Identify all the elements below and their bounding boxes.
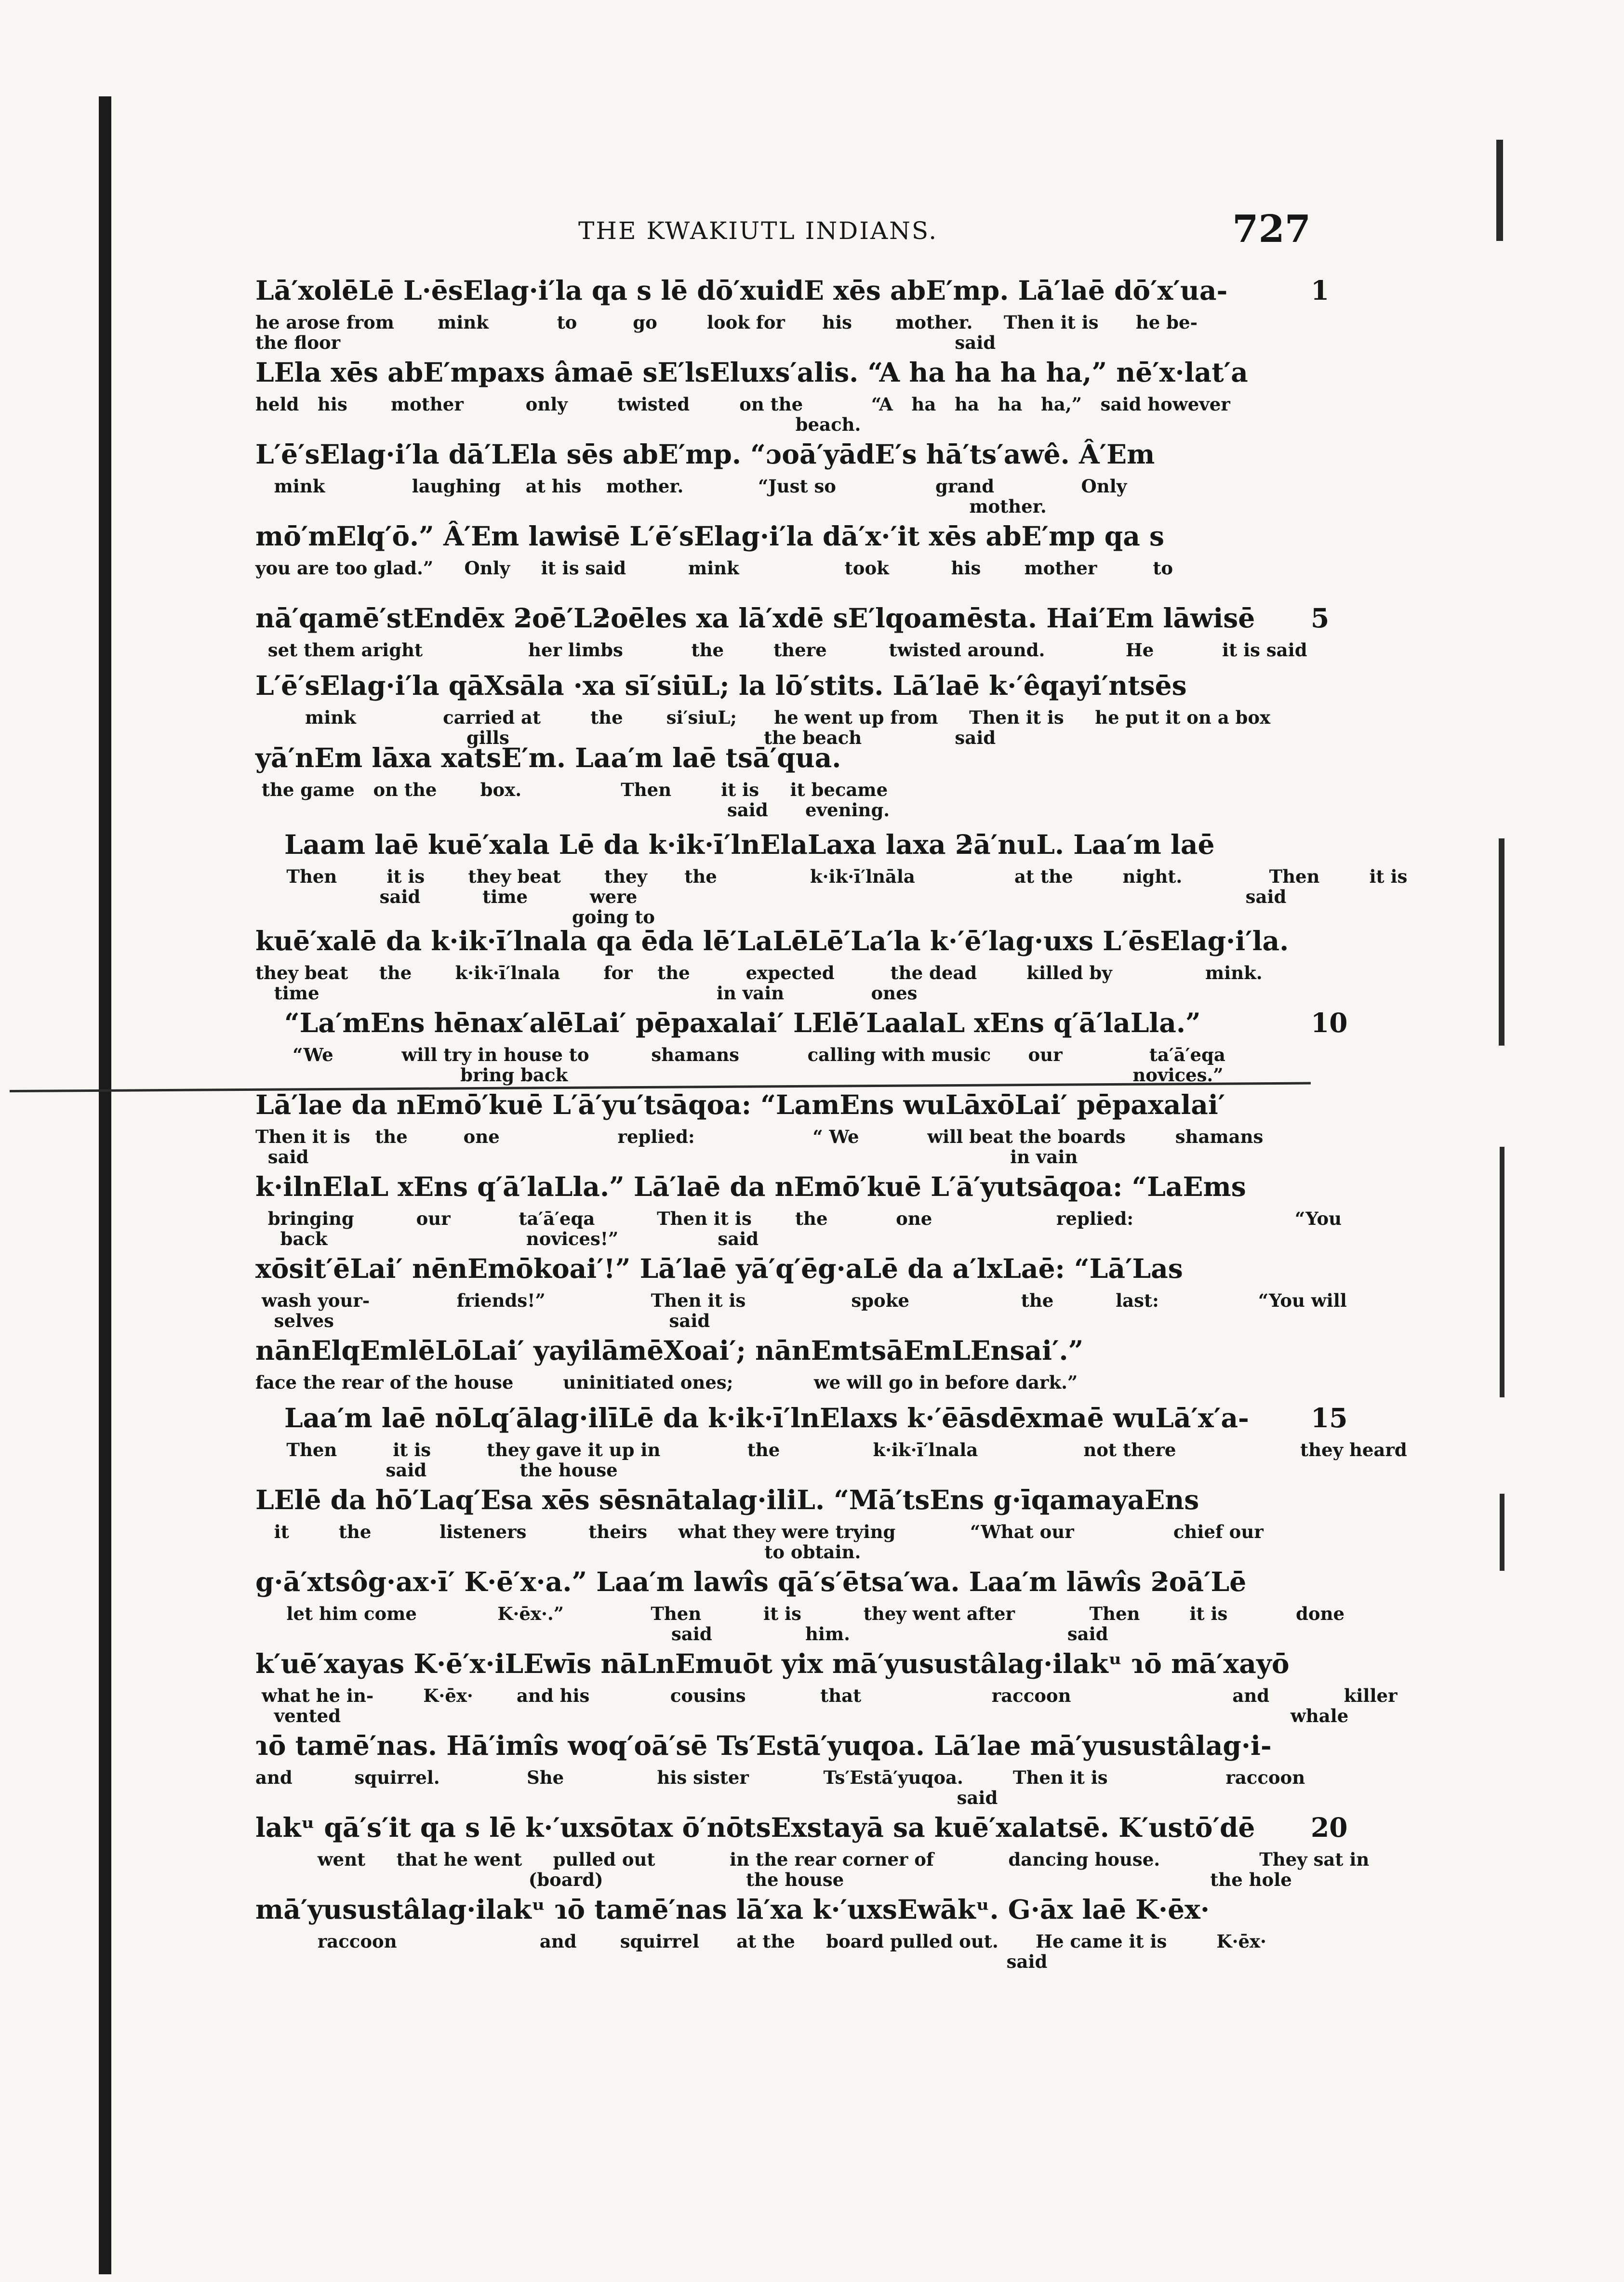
native-text: Lā′xolēLē L·ēsElag·i′la qa s lē dō′xuidE xēs abE′mp. Lā′laē dō′x′ua- [255, 275, 1228, 306]
native-text: kuē′xalē da k·ik·ī′lnala qa ēda lē′LaLēLē′La′la k·′ē′lag·uxs L′ēsElag·i′la. [255, 925, 1289, 956]
native-text: g·ā′xtsôg·ax·ī′ K·ē′x·a.” Laa′m lawîs qā′s′ētsa′wa. Laa′m lāwîs ƻoā′Lē [255, 1566, 1247, 1597]
edge-mark [1500, 1147, 1504, 1397]
line-number: 5 [1311, 602, 1330, 634]
gloss-text: wash your- friends!” Then it is spoke the last: “You will selves said [261, 1290, 1347, 1331]
gloss-text: Then it is they beat they the k·ik·ī′lnāla at the night. Then it is said time were said going to [286, 866, 1408, 928]
native-text: LEla xēs abE′mpaxs âmaē sE′lsEluxs′alis. “A ha ha ha ha,” nē′x·lat′a [255, 357, 1248, 388]
edge-mark [1500, 1494, 1504, 1571]
gloss-text: “We will try in house to shamans calling with music our ta′ā′eqa bring back novices.” [293, 1044, 1225, 1086]
line-number: 10 [1311, 1007, 1348, 1038]
gloss-text: and squirrel. She his sister Ts′Estā′yuqoa. Then it is raccoon said [255, 1767, 1305, 1808]
native-text: k′uē′xayas K·ē′x·iLEwīs nāLnEmuōt yix mā′yusustâlag·ilakᵘ ɿō mā′xayō [255, 1648, 1290, 1679]
native-text: L′ē′sElag·i′la qāXsāla ·xa sī′siūL; la lō′stits. Lā′laē k·′êqayi′ntsēs [255, 670, 1187, 701]
gloss-text: Then it is they gave it up in the k·ik·ī′lnala not there they heard said the house [286, 1439, 1407, 1481]
native-text: lakᵘ qā′s′it qa s lē k·′uxsōtax ō′nōtsExstayā sa kuē′xalatsē. K′ustō′dē [255, 1812, 1255, 1843]
gloss-text: held his mother only twisted on the “A ha ha ha ha,” said however beach. [255, 394, 1230, 435]
running-head: THE KWAKIUTL INDIANS. [578, 217, 938, 245]
gloss-text: went that he went pulled out in the rear corner of dancing house. They sat in (board) the house the hole [317, 1849, 1370, 1890]
gloss-text: bringing our ta′ā′eqa Then it is the one replied: “You back novices!” said [267, 1208, 1342, 1249]
native-text: L′ē′sElag·i′la dā′LEla sēs abE′mp. “ɔoā′yādE′s hā′ts′awê. Â′Em [255, 438, 1155, 470]
line-number: 1 [1311, 275, 1330, 306]
page-number: 727 [1232, 207, 1311, 251]
line-number: 20 [1311, 1812, 1348, 1843]
native-text: Lā′lae da nEmō′kuē L′ā′yu′tsāqoa: “LamEns wuLāxōLai′ pēpaxalai′ [255, 1089, 1225, 1120]
binding-shadow [99, 96, 111, 2274]
edge-mark [1499, 838, 1504, 1046]
native-text: LElē da hō′Laq′Esa xēs sēsnātalag·iliL. “Mā′tsEns g·īqamayaEns [255, 1484, 1199, 1515]
native-text: yā′nEm lāxa xatsE′m. Laa′m laē tsā′qua. [255, 742, 841, 773]
native-text: Laam laē kuē′xala Lē da k·ik·ī′lnElaLaxa laxa ƻā′nuL. Laa′m laē [284, 829, 1215, 860]
gloss-text: let him come K·ēx·.” Then it is they went after Then it is done said him. said [286, 1603, 1345, 1645]
gloss-text: Then it is the one replied: “ We will beat the boards shamans said in vain [255, 1126, 1264, 1168]
native-text: nānElqEmlēLōLai′ yayilāmēXoai′; nānEmtsāEmLEnsai′.” [255, 1335, 1084, 1366]
native-text: k·ilnElaL xEns q′ā′laLla.” Lā′laē da nEmō′kuē L′ā′yutsāqoa: “LaEms [255, 1171, 1246, 1202]
gloss-text: what he in- K·ēx· and his cousins that raccoon and killer vented whale [261, 1685, 1398, 1726]
gloss-text: set them aright her limbs the there twisted around. He it is said [255, 639, 1307, 661]
edge-mark [1496, 140, 1503, 241]
gloss-text: you are too glad.” Only it is said mink took his mother to [255, 557, 1173, 579]
gloss-text: it the listeners theirs what they were trying “What our chief our to obtain. [274, 1521, 1264, 1563]
native-text: “La′mEns hēnax′alēLai′ pēpaxalai′ LElē′LaalaL xEns q′ā′laLla.” [284, 1007, 1201, 1038]
native-text: Laa′m laē nōLq′ālag·ilīLē da k·ik·ī′lnElaxs k·′ēāsdēxmaē wuLā′x′a- [284, 1402, 1249, 1433]
gloss-text: mink carried at the si′siuL; he went up from Then it is he put it on a box gills the beach said [305, 707, 1271, 748]
native-text: ɿō tamē′nas. Hā′imîs woq′oā′sē Ts′Estā′yuqoa. Lā′lae mā′yusustâlag·i- [255, 1730, 1272, 1761]
native-text: nā′qamē′stEndēx ƻoē′Lƻoēles xa lā′xdē sE′lqoamēsta. Hai′Em lāwisē [255, 602, 1255, 634]
page-header [578, 207, 1311, 251]
native-text: mō′mElq′ō.” Â′Em lawisē L′ē′sElag·i′la dā′x·′it xēs abE′mp qa s [255, 520, 1164, 552]
native-text: xōsit′ēLai′ nēnEmōkoai′!” Lā′laē yā′q′ēg·aLē da a′lxLaē: “Lā′Las [255, 1253, 1183, 1284]
gloss-text: the game on the box. Then it is it became said evening. [261, 779, 890, 821]
gloss-text: mink laughing at his mother. “Just so grand Only mother. [274, 476, 1127, 517]
gloss-text: face the rear of the house uninitiated ones; we will go in before dark.” [255, 1372, 1078, 1393]
gloss-text: they beat the k·ik·ī′lnala for the expected the dead killed by mink. time in vain ones [255, 962, 1263, 1004]
gloss-text: raccoon and squirrel at the board pulled out. He came it is K·ēx· said [317, 1931, 1266, 1972]
gloss-text: he arose from mink to go look for his mother. Then it is he be- the floor said [255, 312, 1198, 353]
native-text: mā′yusustâlag·ilakᵘ ɿō tamē′nas lā′xa k·′uxsEwākᵘ. G·āx laē K·ēx· [255, 1894, 1210, 1925]
line-number: 15 [1311, 1402, 1348, 1433]
